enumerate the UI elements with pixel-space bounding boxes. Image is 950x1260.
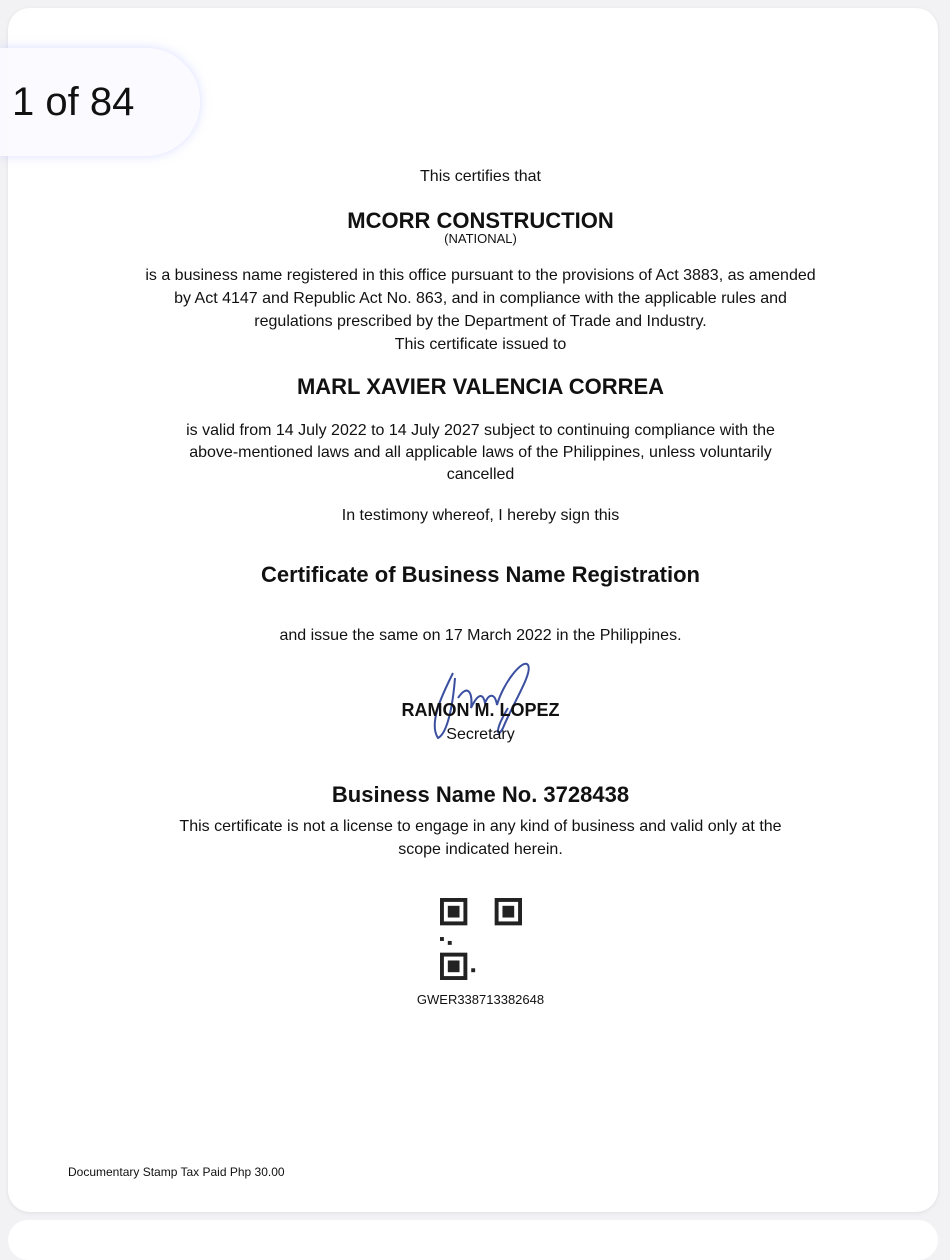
qr-code-id: GWER338713382648 xyxy=(416,992,545,1007)
testimony-text: In testimony whereof, I hereby sign this xyxy=(341,507,620,524)
stamp-tax-text: Documentary Stamp Tax Paid Php 30.00 xyxy=(68,1165,285,1179)
business-name-number: Business Name No. 3728438 xyxy=(331,782,630,807)
issued-to-label: This certificate issued to xyxy=(394,336,567,353)
business-name: MCORR CONSTRUCTION xyxy=(347,208,614,233)
page-counter: 1 of 84 xyxy=(0,48,200,156)
intro-text: This certifies that xyxy=(420,168,541,185)
validity-3: cancelled xyxy=(446,466,515,483)
issue-line: and issue the same on 17 March 2022 in the Philippines. xyxy=(279,627,682,644)
validity-1: is valid from 14 July 2022 to 14 July 2027 subject to continuing compliance with the xyxy=(186,422,775,439)
signatory-name: RAMON M. LOPEZ xyxy=(401,700,560,720)
legal-text-3: regulations prescribed by the Department of Trade and Industry. xyxy=(254,313,707,330)
owner-name: MARL XAVIER VALENCIA CORREA xyxy=(296,374,665,399)
legal-text-1: is a business name registered in this office pursuant to the provisions of Act 3883, as amended xyxy=(145,267,816,284)
validity-2: above-mentioned laws and all applicable laws of the Philippines, unless voluntarily xyxy=(189,444,772,461)
business-scope: (NATIONAL) xyxy=(444,231,517,246)
document-page xyxy=(8,8,938,1212)
disclaimer-1: This certificate is not a license to engage in any kind of business and valid only at the xyxy=(179,818,782,835)
qr-code-image xyxy=(440,898,522,980)
legal-text-2: by Act 4147 and Republic Act No. 863, and in compliance with the applicable rules and xyxy=(174,290,787,307)
certificate-title: Certificate of Business Name Registration xyxy=(261,562,700,587)
signatory-title: Secretary xyxy=(446,726,515,743)
next-page xyxy=(8,1220,938,1260)
disclaimer-2: scope indicated herein. xyxy=(398,841,563,858)
